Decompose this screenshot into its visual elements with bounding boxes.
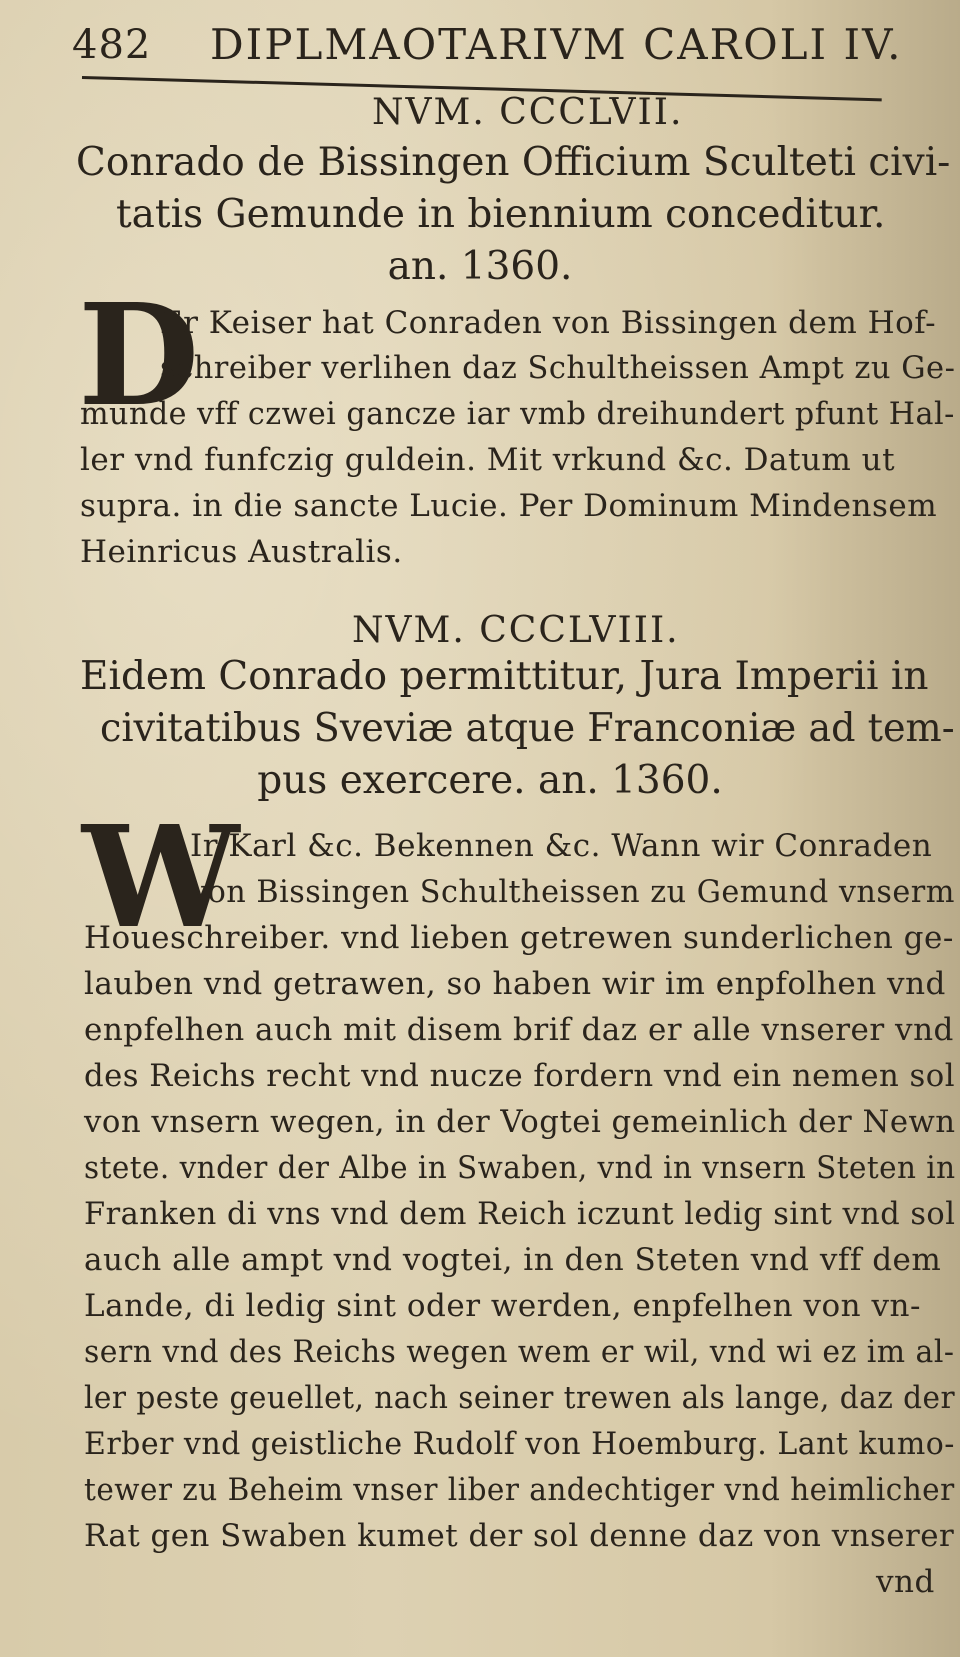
body-line: des Reichs recht vnd nucze fordern vnd ein nemen sol — [84, 1058, 956, 1094]
body-line: Er Keiser hat Conraden von Bissingen dem Hof- — [160, 305, 937, 341]
body-line: enpfelhen auch mit disem brif daz er alle vnserer vnd — [84, 1012, 954, 1048]
body-line: Heinricus Australis. — [80, 534, 403, 570]
body-line: auch alle ampt vnd vogtei, in den Steten vnd vff dem — [84, 1242, 942, 1278]
entry-number: NVM. CCCLVIII. — [352, 610, 680, 651]
body-line: von Bissingen Schultheissen zu Gemund vnserm — [190, 874, 955, 910]
entry-number: NVM. CCCLVII. — [372, 92, 684, 133]
drop-cap: W — [82, 796, 240, 960]
entry-title-line: pus exercere. an. 1360. — [257, 758, 723, 803]
entry-title-line: Eidem Conrado permittitur, Jura Imperii in — [80, 654, 929, 699]
body-line: munde vff czwei gancze iar vmb dreihundert pfunt Hal- — [80, 396, 955, 432]
catchword: vnd — [876, 1564, 935, 1600]
body-line: sern vnd des Reichs wegen wem er wil, vnd wi ez im al- — [84, 1334, 955, 1370]
body-line: Rat gen Swaben kumet der sol denne daz von vnserer — [84, 1518, 955, 1554]
body-line: tewer zu Beheim vnser liber andechtiger vnd heimlicher — [84, 1472, 955, 1508]
body-line: Erber vnd geistliche Rudolf von Hoemburg. Lant kumo- — [84, 1426, 955, 1462]
body-line: Lande, di ledig sint oder werden, enpfelhen von vn- — [84, 1288, 921, 1324]
page-header — [70, 14, 910, 74]
entry-title-line: an. 1360. — [387, 244, 573, 289]
body-line: ler peste geuellet, nach seiner trewen als lange, daz der — [84, 1380, 956, 1416]
body-line: Franken di vns vnd dem Reich iczunt ledig sint vnd sol — [84, 1196, 956, 1232]
entry-title-line: tatis Gemunde in biennium conceditur. — [116, 192, 886, 237]
page-number: 482 — [72, 22, 152, 68]
body-line: schreiber verlihen daz Schultheissen Ampt zu Ge- — [160, 350, 956, 386]
body-line: ler vnd funfczig guldein. Mit vrkund &c. Datum ut — [80, 442, 896, 478]
body-line: supra. in die sancte Lucie. Per Dominum Mindensem — [80, 488, 938, 524]
body-line: Ir Karl &c. Bekennen &c. Wann wir Conraden — [190, 828, 933, 864]
running-title: DIPLMAOTARIVM CAROLI IV. — [210, 20, 903, 69]
entry-title-line: civitatibus Sveviæ atque Franconiæ ad tem- — [100, 706, 955, 751]
body-line: stete. vnder der Albe in Swaben, vnd in vnsern Steten in — [84, 1150, 956, 1186]
body-line: lauben vnd getrawen, so haben wir im enpfolhen vnd — [84, 966, 946, 1002]
drop-cap: D — [78, 274, 200, 438]
entry-title-line: Conrado de Bissingen Officium Sculteti civi- — [76, 140, 951, 185]
body-line: Houeschreiber. vnd lieben getrewen sunderlichen ge- — [84, 920, 954, 956]
body-line: von vnsern wegen, in der Vogtei gemeinlich der Newn — [84, 1104, 956, 1140]
